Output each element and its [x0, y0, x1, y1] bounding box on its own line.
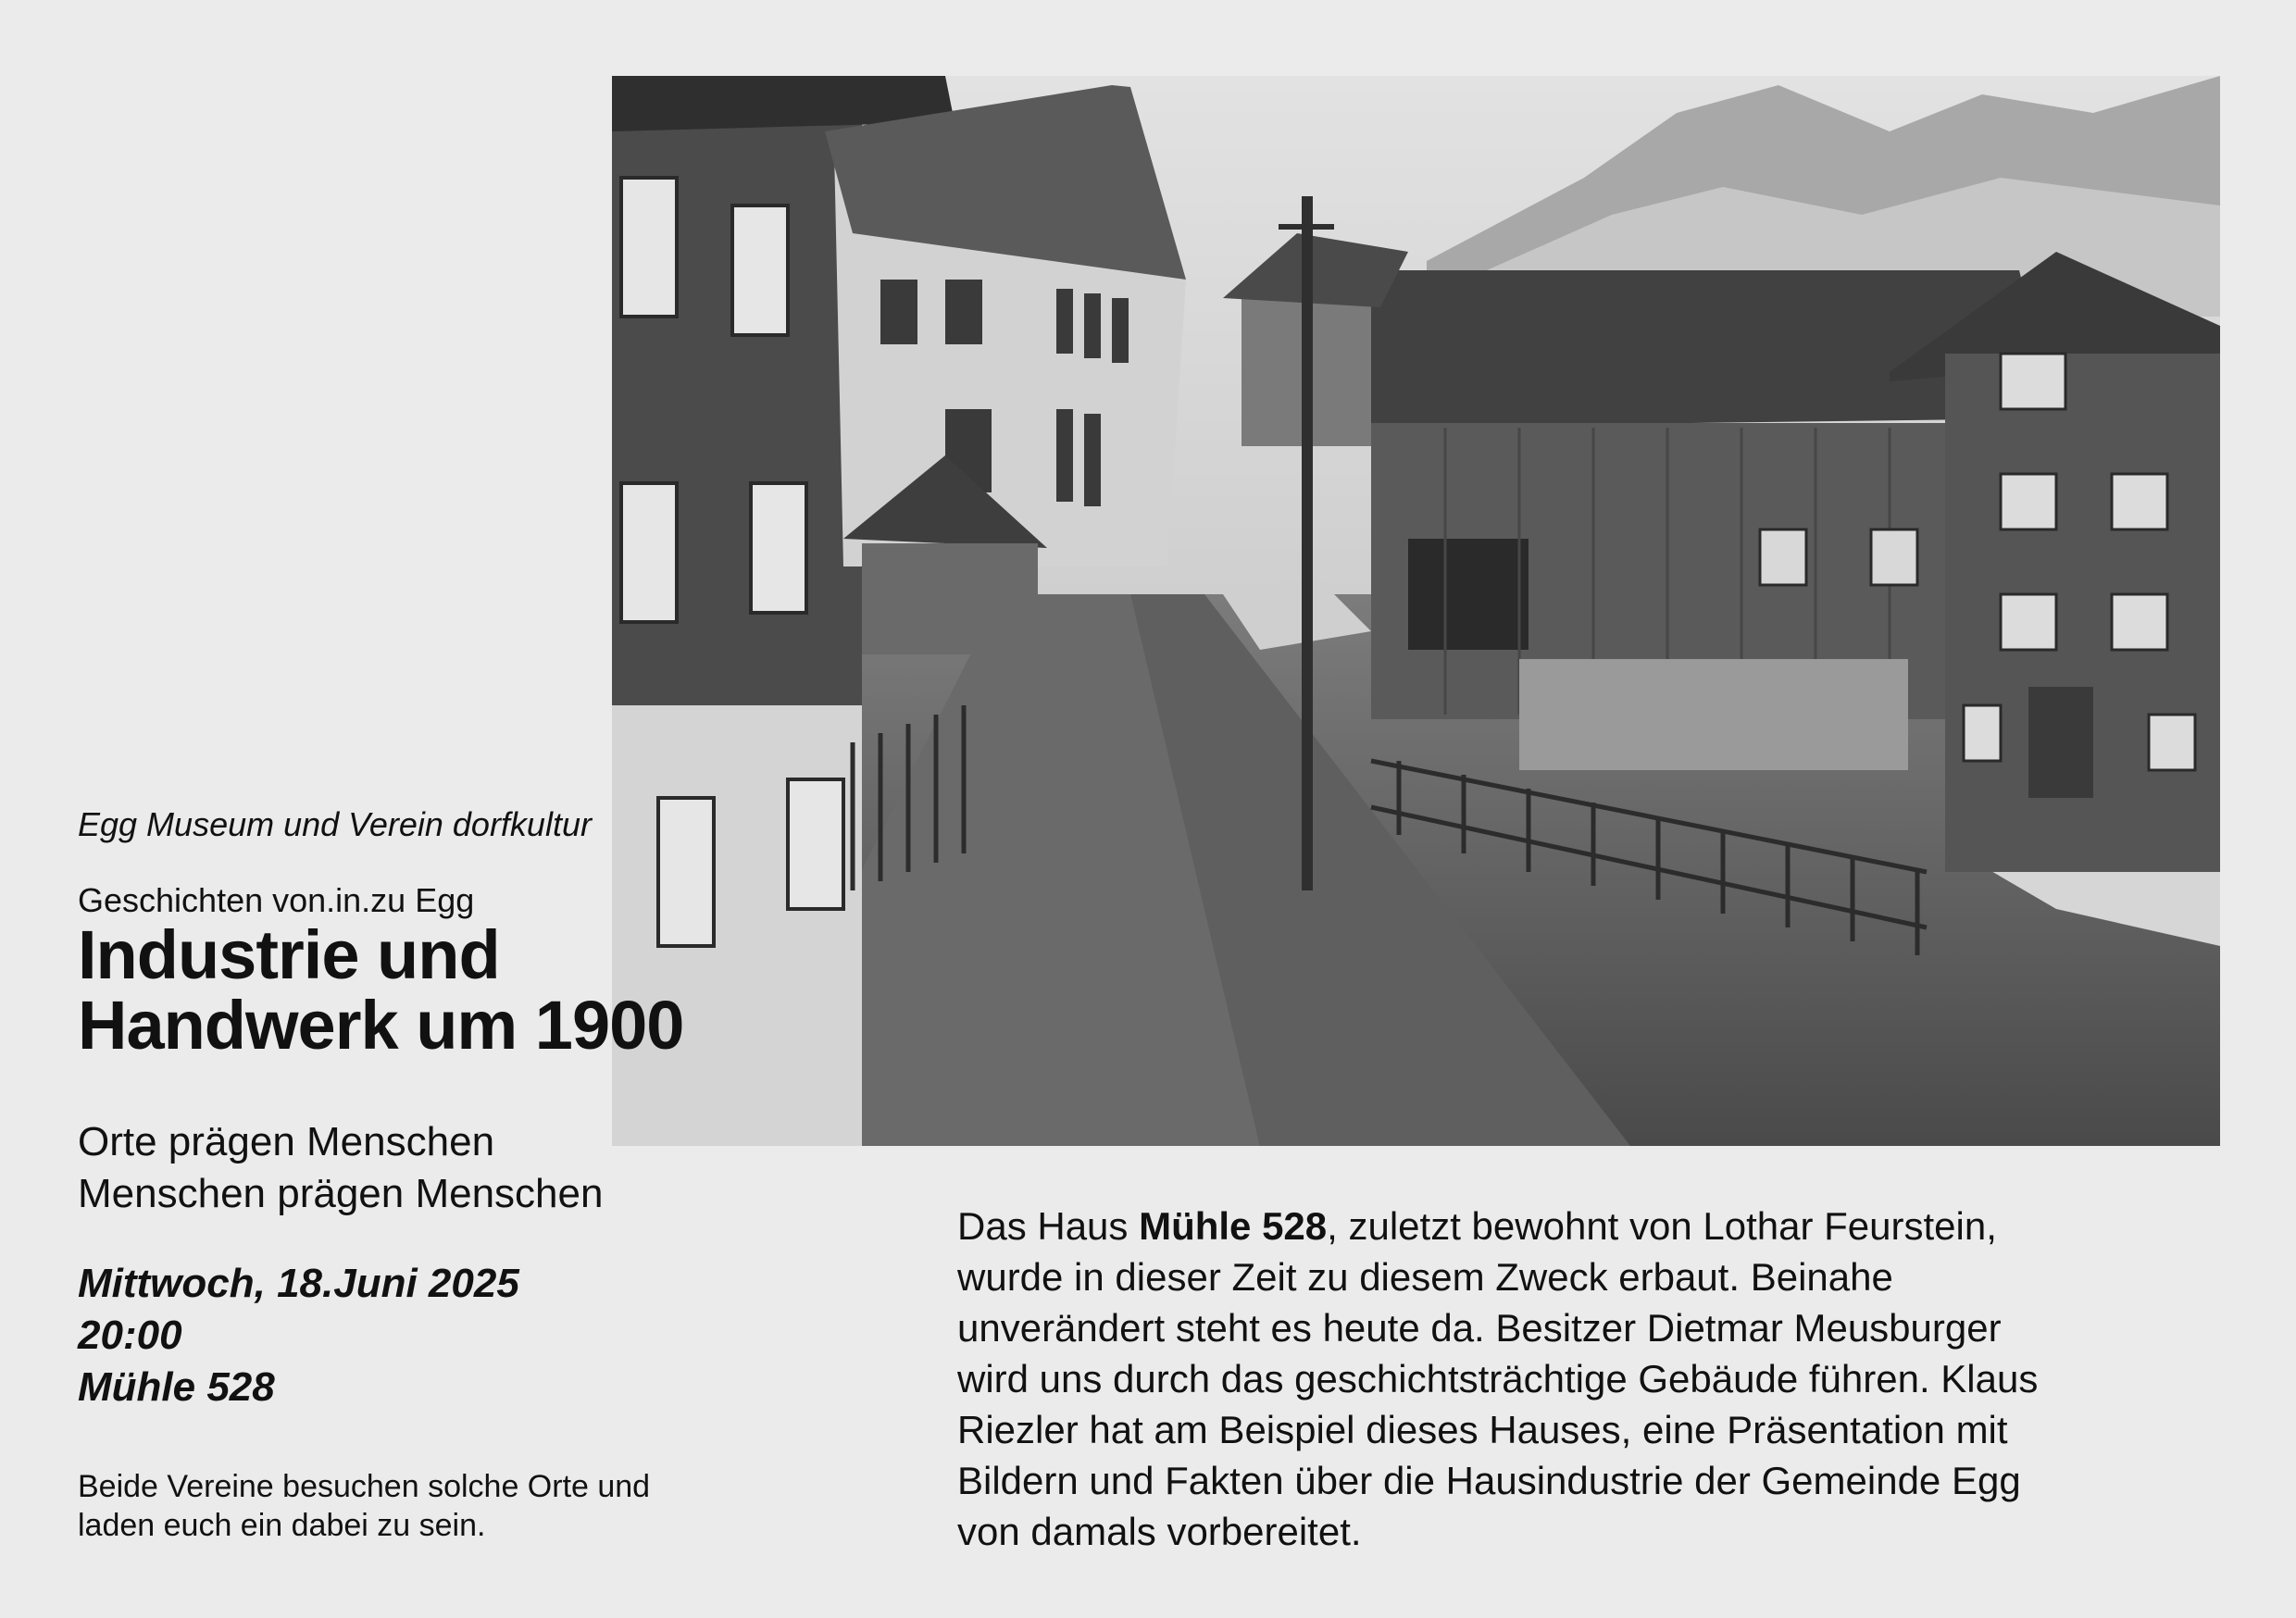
description-text: , zuletzt bewohnt von Lothar Feurstein, [1327, 1204, 1997, 1248]
description-line: wird uns durch das geschichtsträchtige Gebäude führen. Klaus [957, 1357, 2039, 1400]
title-line: Industrie und [78, 916, 500, 993]
series-title: Geschichten von.in.zu Egg [78, 881, 475, 919]
note-line: Beide Vereine besuchen solche Orte und [78, 1469, 651, 1504]
note-line: laden euch ein dabei zu sein. [78, 1508, 486, 1543]
event-time: 20:00 [78, 1313, 182, 1358]
description-line: unverändert steht es heute da. Besitzer Dietmar Meusburger [957, 1306, 2002, 1350]
event-title [78, 916, 684, 1064]
historic-village-photo [612, 76, 2220, 1146]
description-line: Bildern und Fakten über die Hausindustrie der Gemeinde Egg [957, 1459, 2021, 1502]
event-description [957, 1201, 2244, 1557]
organizer-line: Egg Museum und Verein dorfkultur [78, 805, 592, 843]
motto-line: Orte prägen Menschen [78, 1119, 495, 1164]
invitation-note [78, 1467, 650, 1545]
description-line: wurde in dieser Zeit zu diesem Zweck erbaut. Beinahe [957, 1255, 1893, 1299]
description-line [957, 1201, 2244, 1251]
description-line: von damals vorbereitet. [957, 1510, 1362, 1553]
event-details [78, 1258, 519, 1413]
description-line: Riezler hat am Beispiel dieses Hauses, eine Präsentation mit [957, 1408, 2008, 1451]
event-date: Mittwoch, 18.Juni 2025 [78, 1261, 519, 1306]
house-name: Mühle 528 [1139, 1204, 1328, 1248]
title-line: Handwerk um 1900 [78, 987, 684, 1064]
description-text: Das Haus [957, 1204, 1140, 1248]
motto [78, 1116, 603, 1220]
event-place: Mühle 528 [78, 1364, 275, 1410]
motto-line: Menschen prägen Menschen [78, 1171, 604, 1216]
